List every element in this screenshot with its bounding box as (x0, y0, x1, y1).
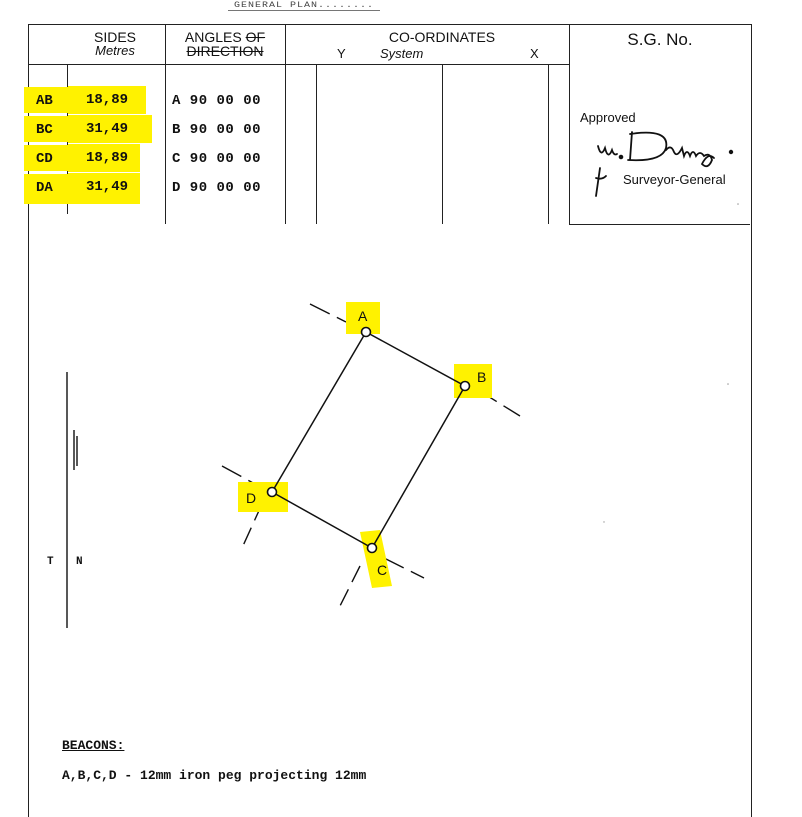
coord-y-label: Y (337, 46, 346, 61)
approved-label: Approved (580, 110, 636, 125)
sides-heading: SIDES Metres (66, 30, 164, 58)
row-angle-a: A 90 00 00 (172, 93, 262, 109)
side-cd (272, 492, 372, 548)
surveyor-general-label: Surveyor-General (623, 172, 726, 187)
beacon-b-marker (461, 382, 470, 391)
row-side-bc: BC (36, 122, 53, 138)
angles-heading: ANGLES OF DIRECTION (166, 30, 284, 58)
angles-of-struck: OF (245, 29, 266, 45)
beacon-label-b: B (477, 369, 487, 385)
row-side-da: DA (36, 180, 53, 196)
beacon-label-a: A (358, 308, 368, 324)
beacon-c-marker (368, 544, 377, 553)
sg-number-label: S.G. No. (627, 30, 693, 49)
angles-direction-struck: DIRECTION (186, 43, 264, 59)
beacon-a-marker (362, 328, 371, 337)
row-length-da: 31,49 (86, 179, 129, 195)
extension-line-c2 (340, 566, 360, 606)
coordinates-heading: CO-ORDINATES (388, 29, 496, 45)
row-angle-c: C 90 00 00 (172, 151, 262, 167)
row-length-cd: 18,89 (86, 150, 129, 166)
extension-line-c1 (384, 558, 424, 578)
beacon-d-marker (268, 488, 277, 497)
margin-mark-t: T (47, 556, 54, 568)
beacon-label-d: D (246, 490, 257, 506)
beacons-title: BEACONS: (62, 738, 125, 753)
extension-line-a (310, 304, 346, 322)
coord-x-label: X (530, 46, 539, 61)
row-side-cd: CD (36, 151, 53, 167)
side-bc (372, 386, 465, 548)
sides-unit: Metres (95, 43, 135, 58)
beacon-label-c: C (377, 562, 388, 578)
row-angle-d: D 90 00 00 (172, 180, 262, 196)
row-angle-b: B 90 00 00 (172, 122, 262, 138)
side-da (272, 332, 366, 492)
beacons-description: A,B,C,D - 12mm iron peg projecting 12mm (62, 768, 367, 783)
row-length-ab: 18,89 (86, 92, 129, 108)
margin-mark-n: N (76, 556, 83, 568)
side-ab (366, 332, 465, 386)
row-length-bc: 31,49 (86, 121, 129, 137)
row-side-ab: AB (36, 93, 53, 109)
header-strip: GENERAL PLAN........ (228, 1, 380, 11)
coord-system-label: System (380, 46, 424, 61)
